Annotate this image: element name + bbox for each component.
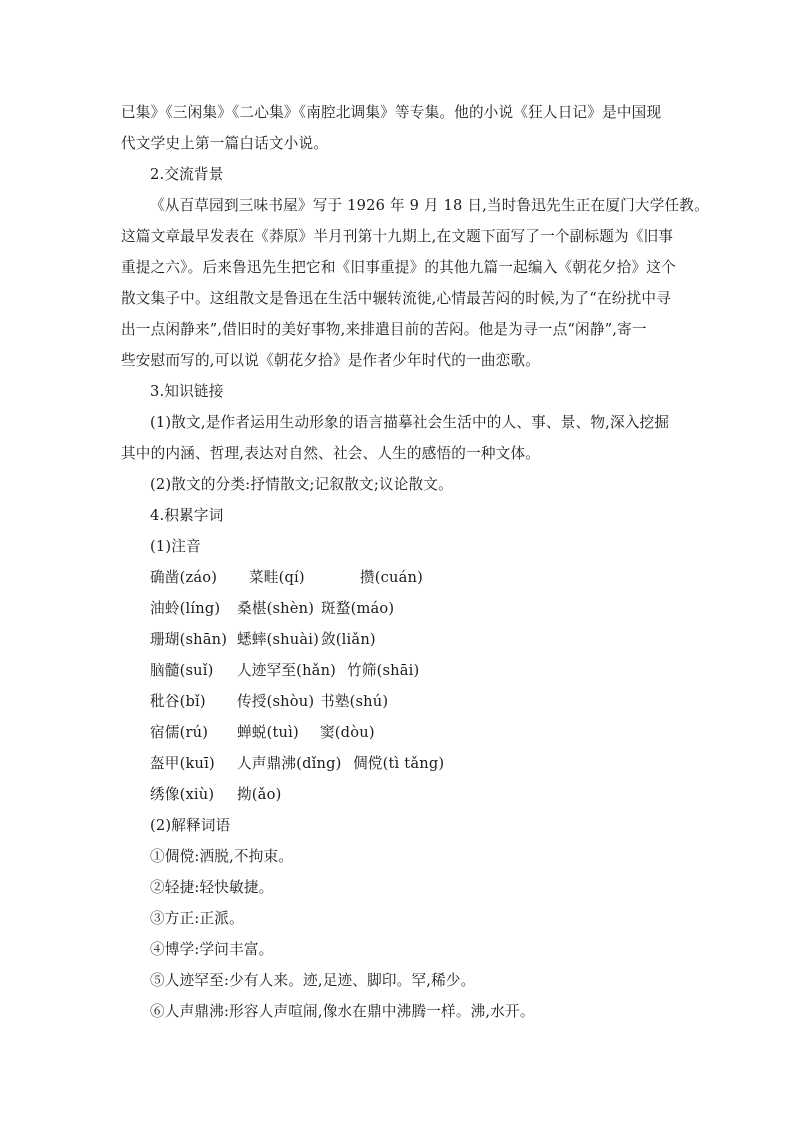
definition-item: ①倜傥:洒脱,不拘束。 [150, 848, 294, 865]
body-line: 《从百草园到三味书屋》写于 1926 年 9 月 18 日,当时鲁迅先生正在厦门大学任教。 [150, 197, 709, 214]
section-heading: 3.知识链接 [150, 383, 224, 400]
vocab-item: 窦(dòu) [320, 724, 375, 741]
vocab-item: 蟋蟀(shuài) [237, 631, 320, 648]
vocab-row [121, 717, 677, 748]
vocab-item: 竹筛(shāi) [347, 662, 420, 679]
body-line: 些安慰而写的,可以说《朝花夕拾》是作者少年时代的一曲恋歌。 [121, 352, 541, 369]
body-line: 这篇文章最早发表在《莽原》半月刊第十九期上,在文题下面写了一个副标题为《旧事 [121, 228, 674, 245]
vocab-row [121, 562, 677, 593]
body-line: 重提之六》。后来鲁迅先生把它和《旧事重提》的其他九篇一起编入《朝花夕拾》这个 [121, 259, 676, 276]
body-line: 其中的内涵、哲理,表达对自然、社会、人生的感悟的一种文体。 [121, 445, 541, 462]
subsection-heading: (2)解释词语 [150, 817, 231, 834]
body-line: 代文学史上第一篇白话文小说。 [121, 135, 329, 152]
vocab-item: 倜傥(tì tǎng) [353, 755, 445, 772]
vocab-row [121, 748, 677, 779]
vocab-item: 书塾(shú) [320, 693, 389, 710]
vocab-item: 绣像(xiù) [150, 786, 215, 803]
vocab-item: 传授(shòu) [237, 693, 315, 710]
document-body [121, 97, 709, 1027]
definition-item: ⑥人声鼎沸:形容人声喧闹,像水在鼎中沸腾一样。沸,水开。 [150, 1003, 535, 1020]
vocab-item: 脑髓(suǐ) [150, 662, 214, 679]
vocab-row [121, 779, 677, 810]
definition-item: ⑤人迹罕至:少有人来。迹,足迹、脚印。罕,稀少。 [150, 972, 476, 989]
vocab-item: 敛(liǎn) [321, 631, 376, 648]
vocab-row [121, 624, 677, 655]
vocab-item: 油蛉(líng) [150, 600, 221, 617]
vocab-item: 确凿(záo) [150, 569, 218, 586]
vocab-item: 桑椹(shèn) [237, 600, 315, 617]
section-heading: 2.交流背景 [150, 166, 224, 183]
body-line: 已集》《三闲集》《二心集》《南腔北调集》等专集。他的小说《狂人日记》是中国现 [121, 104, 662, 121]
vocab-item: 人声鼎沸(dǐng) [237, 755, 342, 772]
vocab-item: 宿儒(rú) [150, 724, 209, 741]
vocab-row [121, 686, 677, 717]
body-line: (1)散文,是作者运用生动形象的语言描摹社会生活中的人、事、景、物,深入挖掘 [150, 414, 670, 431]
vocab-item: 斑蝥(máo) [321, 600, 395, 617]
section-heading: 4.积累字词 [150, 507, 224, 524]
definition-item: ②轻捷:轻快敏捷。 [150, 879, 274, 896]
body-line: 出一点闲静来”,借旧时的美好事物,来排遣目前的苦闷。他是为寻一点“闲静”,寄一 [121, 321, 647, 338]
body-line: (2)散文的分类:抒情散文;记叙散文;议论散文。 [150, 476, 453, 493]
vocab-row [121, 593, 677, 624]
definition-item: ③方正:正派。 [150, 910, 244, 927]
vocab-item: 秕谷(bǐ) [150, 693, 206, 710]
definition-item: ④博学:学问丰富。 [150, 941, 274, 958]
vocab-item: 菜畦(qí) [249, 569, 305, 586]
vocab-item: 盔甲(kuī) [150, 755, 215, 772]
vocab-item: 蝉蜕(tuì) [237, 724, 299, 741]
vocab-item: 攒(cuán) [360, 569, 424, 586]
body-line: 散文集子中。这组散文是鲁迅在生活中辗转流徙,心情最苦闷的时候,为了“在纷扰中寻 [121, 290, 671, 307]
subsection-heading: (1)注音 [150, 538, 201, 555]
vocab-item: 拗(ǎo) [237, 786, 282, 803]
vocab-item: 珊瑚(shān) [150, 631, 228, 648]
vocab-item: 人迹罕至(hǎn) [237, 662, 337, 679]
vocab-row [121, 655, 677, 686]
